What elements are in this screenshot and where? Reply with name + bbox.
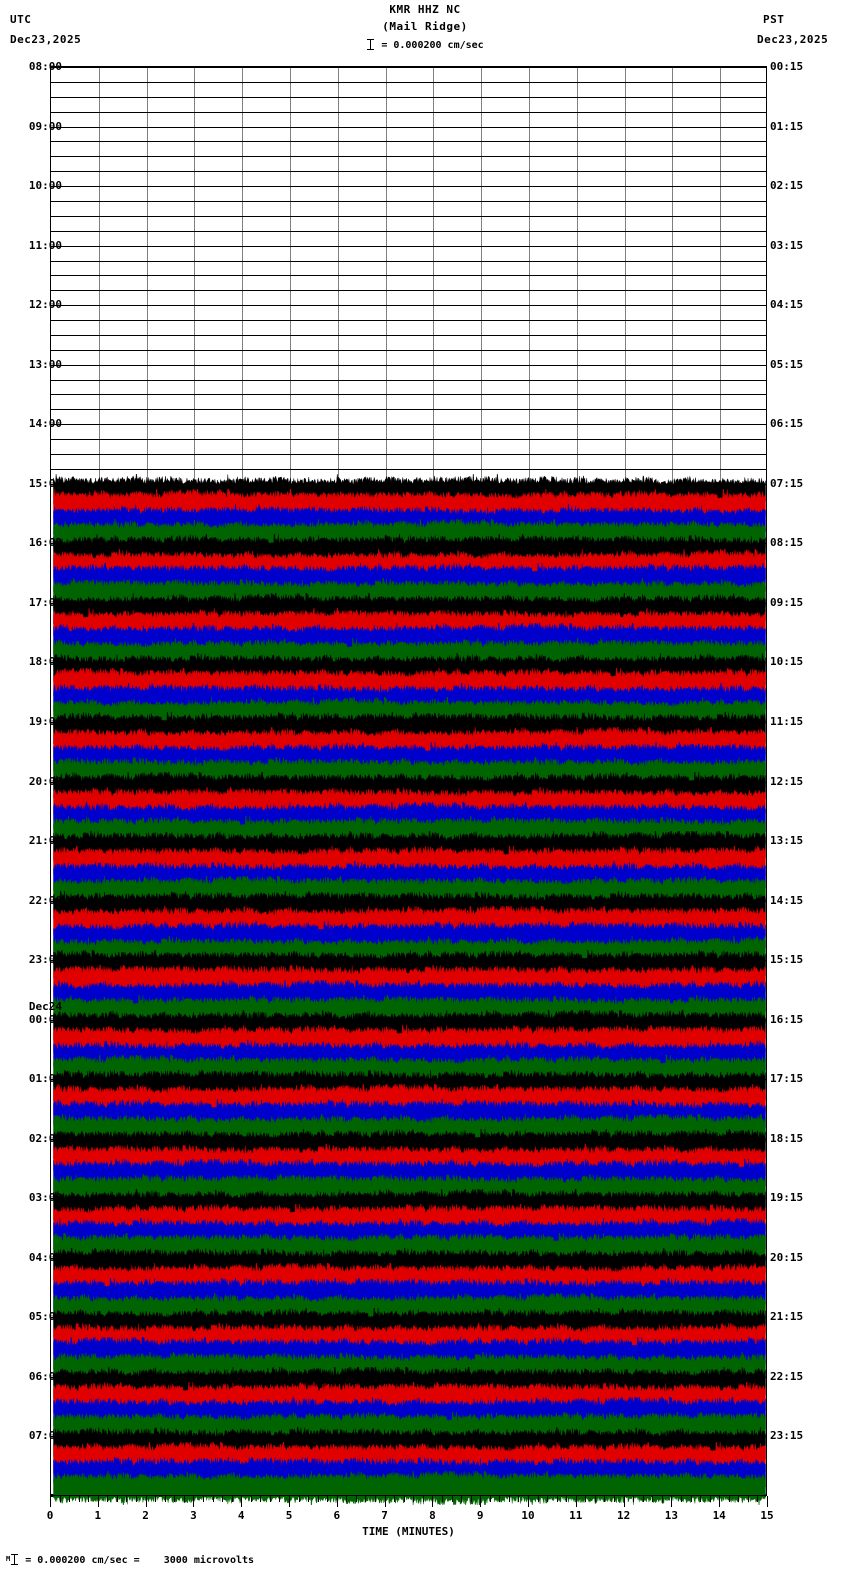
x-tick-major-1 (98, 1496, 99, 1507)
pst-hour-label-1515: 15:15 (770, 953, 804, 967)
x-tick-minor (413, 1496, 414, 1502)
quarter-hour-line-11 (51, 231, 766, 232)
x-tick-minor (662, 1496, 663, 1502)
utc-hour-label-1300: 13:00 (28, 357, 62, 371)
utc-hour-label-0700: 07:00 (28, 1429, 62, 1443)
scale-bar-icon (366, 38, 375, 51)
quarter-hour-line-9 (51, 201, 766, 202)
x-tick-minor (346, 1496, 347, 1502)
footer-scale-note (6, 1553, 254, 1566)
x-tick-minor (442, 1496, 443, 1502)
pst-hour-label-2015: 20:15 (770, 1250, 804, 1264)
x-tick-label-8: 8 (429, 1509, 436, 1522)
x-tick-label-5: 5 (285, 1509, 293, 1522)
x-tick-minor (117, 1496, 118, 1502)
utc-timezone-label: UTC (10, 13, 32, 26)
utc-hour-label-2300: 23:00 (28, 953, 62, 967)
x-tick-minor (184, 1496, 185, 1502)
utc-hour-label-0400: 04:00 (28, 1250, 62, 1264)
quarter-hour-line-21 (51, 380, 766, 381)
x-tick-minor (490, 1496, 491, 1502)
quarter-hour-line-22 (51, 394, 766, 395)
x-tick-label-0: 0 (46, 1509, 54, 1522)
x-tick-minor (155, 1496, 156, 1502)
x-tick-label-6: 6 (333, 1509, 341, 1522)
x-tick-label-2: 2 (142, 1509, 149, 1522)
quarter-hour-line-19 (51, 350, 766, 351)
x-tick-minor (88, 1496, 89, 1502)
x-tick-minor (633, 1496, 634, 1502)
utc-hour-label-0900: 09:00 (28, 119, 62, 133)
x-tick-label-9: 9 (476, 1509, 484, 1522)
x-tick-major-3 (193, 1496, 194, 1507)
quarter-hour-line-26 (51, 454, 766, 455)
x-tick-minor (729, 1496, 730, 1502)
x-tick-major-6 (337, 1496, 338, 1507)
utc-hour-label-0500: 05:00 (28, 1310, 62, 1324)
quarter-hour-line-17 (51, 320, 766, 321)
x-tick-minor (308, 1496, 309, 1502)
x-tick-minor (356, 1496, 357, 1502)
footer-text: = 0.000200 cm/sec = 3000 microvolts (25, 1555, 255, 1566)
x-tick-minor (471, 1496, 472, 1502)
x-tick-label-15: 15 (760, 1509, 774, 1522)
x-tick-minor (365, 1496, 366, 1502)
utc-hour-label-1800: 18:00 (28, 655, 62, 669)
pst-date-label: Dec23,2025 (757, 33, 829, 46)
x-tick-minor (60, 1496, 61, 1502)
seismogram-plot[interactable] (50, 66, 767, 1495)
utc-hour-label-1900: 19:00 (28, 714, 62, 728)
x-tick-label-12: 12 (616, 1509, 631, 1522)
quarter-hour-line-2 (51, 97, 766, 98)
utc-hour-label-1500: 15:00 (28, 476, 62, 490)
x-tick-minor (375, 1496, 376, 1502)
quarter-hour-line-14 (51, 275, 766, 276)
utc-hour-label-1600: 16:00 (28, 536, 62, 550)
x-tick-minor (299, 1496, 300, 1502)
x-tick-minor (700, 1496, 701, 1502)
pst-hour-label-2215: 22:15 (770, 1369, 804, 1383)
x-tick-label-3: 3 (190, 1509, 197, 1522)
x-tick-major-10 (528, 1496, 529, 1507)
x-tick-major-9 (480, 1496, 481, 1507)
x-tick-label-1: 1 (94, 1509, 102, 1522)
utc-hour-label-0200: 02:00 (28, 1131, 62, 1145)
utc-hour-label-1200: 12:00 (28, 298, 62, 312)
pst-hour-label-1315: 13:15 (770, 834, 804, 848)
x-tick-major-8 (432, 1496, 433, 1507)
x-tick-major-12 (624, 1496, 625, 1507)
pst-hour-label-0615: 06:15 (770, 417, 804, 431)
utc-date-label: Dec23,2025 (10, 33, 82, 46)
quarter-hour-line-27 (51, 469, 766, 470)
quarter-hour-line-25 (51, 439, 766, 440)
station-location: (Mail Ridge) (382, 20, 468, 33)
quarter-hour-line-6 (51, 156, 766, 157)
x-tick-minor (79, 1496, 80, 1502)
x-tick-minor (738, 1496, 739, 1502)
pst-hour-label-1615: 16:15 (770, 1012, 804, 1026)
x-tick-label-14: 14 (712, 1509, 726, 1522)
scale-bar-text: = 0.000200 cm/sec (381, 40, 484, 51)
hour-line-3 (51, 246, 766, 247)
utc-hour-label-0100: 01:00 (28, 1072, 62, 1086)
hour-line-5 (51, 365, 766, 366)
x-tick-minor (547, 1496, 548, 1502)
utc-hour-label-1000: 10:00 (28, 179, 62, 193)
x-tick-minor (423, 1496, 424, 1502)
quarter-hour-line-23 (51, 409, 766, 410)
pst-hour-label-1015: 10:15 (770, 655, 804, 669)
x-tick-minor (509, 1496, 510, 1502)
quarter-hour-line-5 (51, 141, 766, 142)
x-tick-label-4: 4 (237, 1509, 245, 1522)
x-tick-minor (585, 1496, 586, 1502)
x-tick-minor (107, 1496, 108, 1502)
quarter-hour-line-18 (51, 335, 766, 336)
x-tick-minor (681, 1496, 682, 1502)
x-tick-minor (518, 1496, 519, 1502)
x-tick-major-5 (289, 1496, 290, 1507)
utc-hour-label-2100: 21:00 (28, 834, 62, 848)
hour-line-2 (51, 186, 766, 187)
pst-hour-label-1215: 12:15 (770, 774, 804, 788)
quarter-hour-line-1 (51, 82, 766, 83)
x-tick-major-15 (767, 1496, 768, 1507)
x-tick-minor (318, 1496, 319, 1502)
hour-line-1 (51, 127, 766, 128)
x-tick-label-7: 7 (381, 1509, 388, 1522)
x-tick-minor (174, 1496, 175, 1502)
x-tick-major-13 (671, 1496, 672, 1507)
pst-hour-label-0715: 07:15 (770, 476, 804, 490)
pst-hour-label-0515: 05:15 (770, 357, 804, 371)
utc-hour-label-0300: 03:00 (28, 1191, 62, 1205)
x-tick-minor (499, 1496, 500, 1502)
x-tick-minor (394, 1496, 395, 1502)
x-tick-minor (557, 1496, 558, 1502)
pst-hour-label-0915: 09:15 (770, 595, 804, 609)
x-tick-major-14 (719, 1496, 720, 1507)
x-tick-major-7 (385, 1496, 386, 1507)
utc-hour-label-0800: 08:00 (28, 60, 62, 73)
x-tick-minor (461, 1496, 462, 1502)
x-tick-minor (327, 1496, 328, 1502)
x-tick-minor (279, 1496, 280, 1502)
x-tick-label-13: 13 (664, 1509, 679, 1522)
x-tick-minor (165, 1496, 166, 1502)
pst-hour-label-2115: 21:15 (770, 1310, 804, 1324)
x-tick-minor (260, 1496, 261, 1502)
day-marker-label: Dec24 (28, 999, 62, 1013)
utc-hour-label-2200: 22:00 (28, 893, 62, 907)
quarter-hour-line-13 (51, 261, 766, 262)
x-tick-minor (404, 1496, 405, 1502)
pst-hour-label-0415: 04:15 (770, 298, 804, 312)
x-tick-label-10: 10 (521, 1509, 535, 1522)
hour-line-4 (51, 305, 766, 306)
x-tick-minor (566, 1496, 567, 1502)
pst-hour-label-0315: 03:15 (770, 238, 804, 252)
pst-hour-label-0215: 02:15 (770, 179, 804, 193)
x-tick-minor (757, 1496, 758, 1502)
utc-hour-label-0000: 00:00 (28, 1012, 62, 1026)
x-axis-ticks (50, 1496, 767, 1508)
quarter-hour-line-15 (51, 290, 766, 291)
utc-hour-label-1400: 14:00 (28, 417, 62, 431)
pst-hour-label-1115: 11:15 (770, 714, 804, 728)
footer-m-glyph: M (6, 1555, 11, 1563)
x-axis-title: TIME (MINUTES) (362, 1525, 455, 1538)
x-tick-minor (452, 1496, 453, 1502)
pst-hour-label-1415: 14:15 (770, 893, 804, 907)
utc-hour-label-2000: 20:00 (28, 774, 62, 788)
pst-hour-label-2315: 23:15 (770, 1429, 804, 1443)
x-tick-major-11 (576, 1496, 577, 1507)
utc-hour-label-1700: 17:00 (28, 595, 62, 609)
hour-line-0 (51, 67, 766, 68)
pst-hour-label-1815: 18:15 (770, 1131, 804, 1145)
x-tick-major-2 (146, 1496, 147, 1507)
hour-line-6 (51, 424, 766, 425)
x-tick-minor (595, 1496, 596, 1502)
x-tick-minor (748, 1496, 749, 1502)
x-tick-minor (270, 1496, 271, 1502)
utc-hour-label-0600: 06:00 (28, 1369, 62, 1383)
quarter-hour-line-7 (51, 171, 766, 172)
station-code: KMR HHZ NC (389, 3, 461, 16)
pst-hour-label-0115: 01:15 (770, 119, 804, 133)
x-tick-minor (652, 1496, 653, 1502)
x-tick-major-4 (241, 1496, 242, 1507)
x-tick-minor (213, 1496, 214, 1502)
pst-hour-label-1915: 19:15 (770, 1191, 804, 1205)
x-tick-minor (538, 1496, 539, 1502)
x-tick-minor (126, 1496, 127, 1502)
pst-timezone-label: PST (763, 13, 785, 26)
x-tick-minor (614, 1496, 615, 1502)
pst-hour-label-1715: 17:15 (770, 1072, 804, 1086)
x-tick-minor (691, 1496, 692, 1502)
utc-hour-label-1100: 11:00 (28, 238, 62, 252)
x-tick-minor (203, 1496, 204, 1502)
pst-hour-label-0815: 08:15 (770, 536, 804, 550)
pst-hour-label-0015: 00:15 (770, 60, 804, 73)
x-tick-minor (232, 1496, 233, 1502)
x-tick-minor (710, 1496, 711, 1502)
footer-scale-bar-icon (10, 1553, 19, 1566)
x-tick-minor (136, 1496, 137, 1502)
x-tick-minor (643, 1496, 644, 1502)
x-tick-minor (251, 1496, 252, 1502)
x-tick-minor (604, 1496, 605, 1502)
x-tick-minor (222, 1496, 223, 1502)
scale-bar-legend (0, 38, 850, 51)
x-tick-major-0 (50, 1496, 51, 1507)
x-tick-minor (69, 1496, 70, 1502)
x-tick-label-11: 11 (569, 1509, 583, 1522)
quarter-hour-line-10 (51, 216, 766, 217)
quarter-hour-line-3 (51, 112, 766, 113)
